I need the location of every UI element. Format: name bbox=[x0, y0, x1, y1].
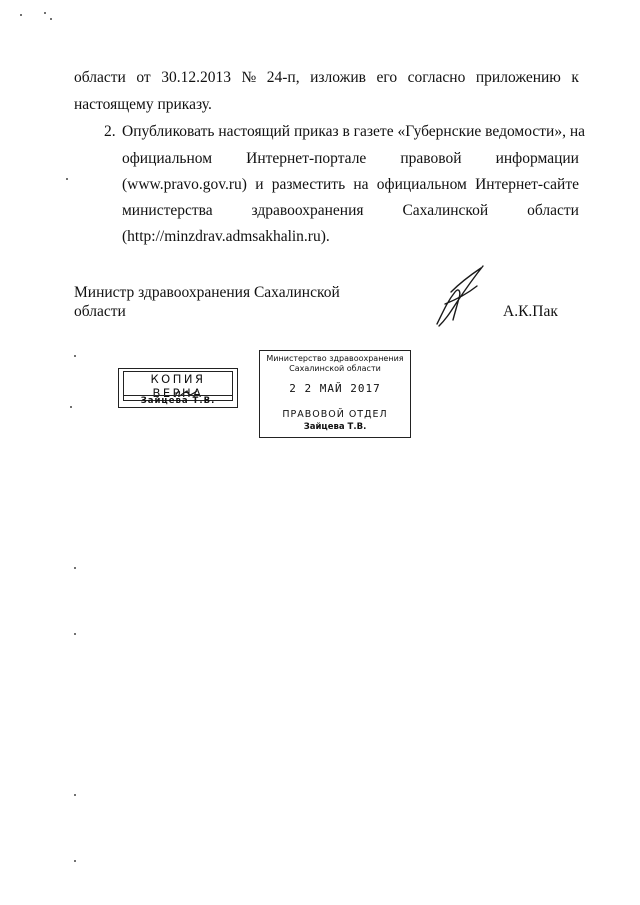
scan-speck bbox=[74, 633, 76, 635]
text-word: здравоохранения bbox=[251, 202, 364, 219]
stamp-title: КОПИЯ ВЕРНА bbox=[123, 371, 233, 401]
scan-speck bbox=[74, 794, 76, 796]
scan-speck bbox=[74, 355, 76, 357]
text-word: согласно bbox=[407, 69, 466, 86]
stamp-name: Зайцева Т.В. bbox=[303, 422, 367, 432]
stamp-name: Зайцева Т.В. bbox=[123, 395, 233, 406]
stamp-department: ПРАВОВОЙ ОТДЕЛ bbox=[282, 409, 388, 420]
registration-stamp bbox=[259, 350, 411, 438]
text-word: к bbox=[571, 69, 579, 86]
text-word: 30.12.2013 bbox=[161, 69, 231, 86]
text-word: № bbox=[241, 69, 257, 86]
signer-name: А.К.Пак bbox=[503, 303, 558, 320]
scan-speck bbox=[66, 178, 68, 180]
stamp-org-line: Сахалинской области bbox=[289, 364, 381, 373]
text-word: Интернет-сайте bbox=[475, 176, 579, 193]
scan-speck bbox=[70, 406, 72, 408]
scan-speck bbox=[74, 567, 76, 569]
body-line-7: (http://minzdrav.admsakhalin.ru). bbox=[122, 228, 330, 245]
text-word: Сахалинской bbox=[402, 202, 489, 219]
text-word: 24-п, bbox=[266, 69, 300, 86]
text-word: на bbox=[353, 176, 369, 193]
body-line-2: настоящему приказу. bbox=[74, 96, 212, 113]
signer-position-line-2: области bbox=[74, 303, 126, 320]
text-word: области bbox=[74, 69, 126, 86]
scan-speck bbox=[50, 18, 52, 20]
text-word: официальном bbox=[122, 150, 213, 167]
list-item-number: 2. bbox=[104, 123, 116, 140]
text-word: официальном bbox=[376, 176, 467, 193]
text-word: информации bbox=[495, 150, 579, 167]
stamp-organization bbox=[264, 354, 406, 374]
scan-speck bbox=[44, 12, 46, 14]
handwritten-signature bbox=[425, 262, 495, 330]
text-word: (www.pravo.gov.ru) bbox=[122, 176, 247, 193]
text-word: разместить bbox=[271, 176, 346, 193]
body-line-1 bbox=[74, 68, 579, 88]
body-line-3: Опубликовать настоящий приказ в газете «Губернские ведомости», на bbox=[122, 123, 585, 140]
text-word: министерства bbox=[122, 202, 213, 219]
copy-verified-stamp bbox=[118, 368, 238, 408]
body-line-5 bbox=[122, 175, 579, 195]
stamp-date: 2 2 МАЙ 2017 bbox=[289, 382, 381, 395]
text-word: от bbox=[136, 69, 151, 86]
text-word: изложив bbox=[310, 69, 366, 86]
signer-position-line-1: Министр здравоохранения Сахалинской bbox=[74, 284, 340, 301]
body-line-6 bbox=[122, 201, 579, 221]
text-word: Интернет-портале bbox=[246, 150, 367, 167]
scan-speck bbox=[74, 860, 76, 862]
text-word: области bbox=[527, 202, 579, 219]
text-word: приложению bbox=[475, 69, 561, 86]
text-word: и bbox=[255, 176, 264, 193]
scan-speck bbox=[20, 14, 22, 16]
text-word: правовой bbox=[400, 150, 462, 167]
text-word: его bbox=[376, 69, 398, 86]
body-line-4 bbox=[122, 149, 579, 169]
stamp-org-line: Министерство здравоохранения bbox=[266, 354, 404, 363]
